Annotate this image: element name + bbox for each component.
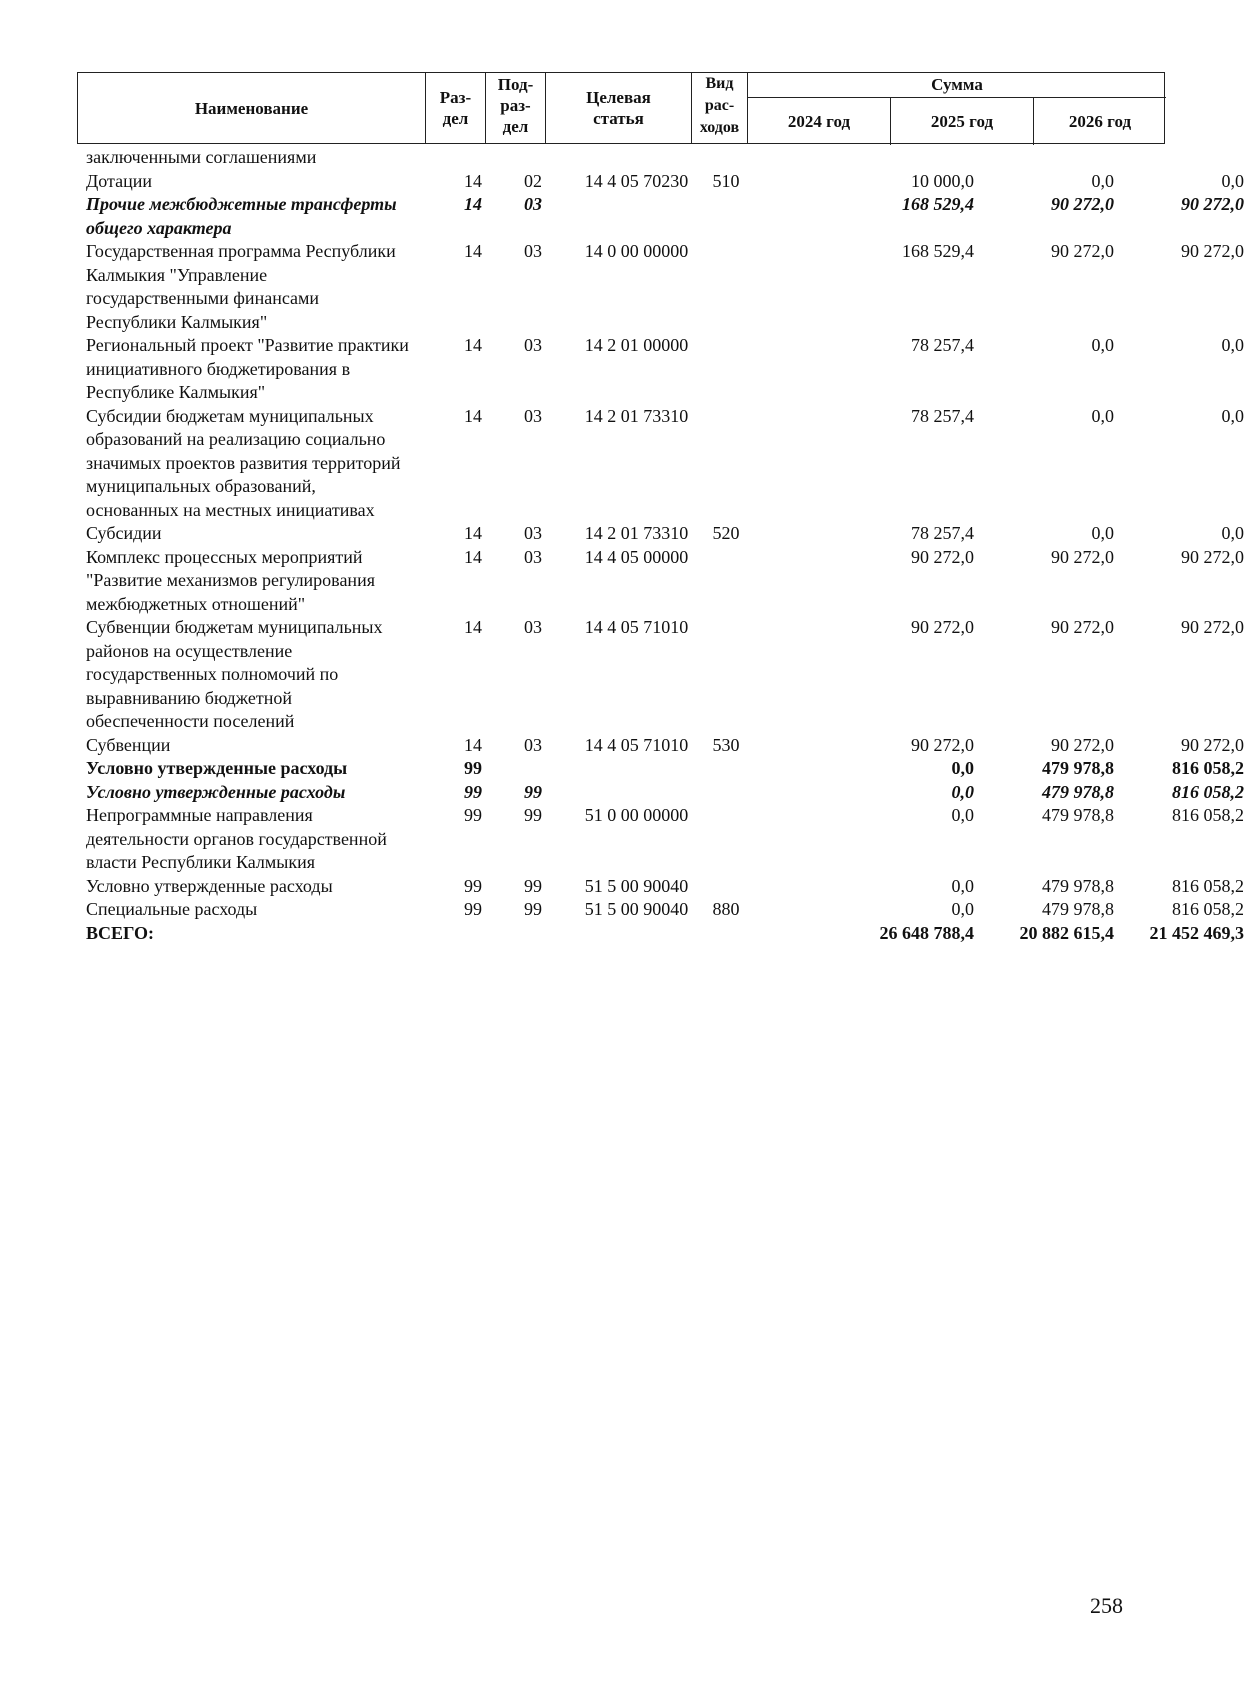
row-sum-2025: 0,0 <box>1091 405 1114 426</box>
row-sum-2026: 90 272,0 <box>1181 241 1244 261</box>
row-razdel: 14 <box>464 523 482 543</box>
row-sum-2026: 0,0 <box>1221 405 1244 426</box>
row-razdel: 99 <box>464 805 482 825</box>
row-name: Условно утвержденные расходы <box>86 758 348 778</box>
row-name: Специальные расходы <box>86 899 258 919</box>
table-row <box>86 146 1165 170</box>
row-name: Государственная программа Республики Калмыкия "Управление государственными финансами Республики Калмыкия" <box>86 241 396 332</box>
row-sum-2024: 168 529,4 <box>902 241 974 261</box>
table-row <box>86 781 1244 805</box>
header-summa-label: Сумма <box>748 73 1166 98</box>
header-year-2026: 2026 год <box>1068 112 1132 131</box>
table-row <box>86 922 1244 946</box>
row-podrazdel: 03 <box>524 546 542 567</box>
row-sum-2026: 0,0 <box>1221 523 1244 543</box>
row-sum-2024: 0,0 <box>951 805 974 825</box>
row-celevaya-statya: 14 2 01 00000 <box>584 335 689 355</box>
row-celevaya-statya: 14 2 01 73310 <box>584 405 689 426</box>
row-sum-2025: 479 978,8 <box>1042 899 1114 919</box>
row-celevaya-statya: 14 4 05 71010 <box>584 734 689 755</box>
row-name: Субсидии бюджетам муниципальных образований на реализацию социально значимых проектов развития территорий муниципальных образований, основанных на местных инициативах <box>86 405 401 520</box>
row-sum-2025: 90 272,0 <box>1051 194 1114 214</box>
row-razdel: 14 <box>464 335 482 355</box>
row-razdel: 14 <box>464 170 482 191</box>
table-body <box>86 146 1244 945</box>
row-sum-2024: 0,0 <box>951 781 974 802</box>
header-year-2025: 2025 год <box>891 98 1034 145</box>
row-vid-raskhodov: 880 <box>712 899 740 919</box>
row-sum-2024: 0,0 <box>951 899 974 919</box>
row-razdel: 99 <box>464 899 482 919</box>
row-sum-2026: 90 272,0 <box>1181 194 1244 214</box>
header-vid-raskhodov: Вид рас- ходов <box>692 73 748 143</box>
row-celevaya-statya: 14 0 00 00000 <box>584 241 689 261</box>
row-name: Комплекс процессных мероприятий "Развитие механизмов регулирования межбюджетных отношений" <box>86 546 375 614</box>
row-name: Субвенции бюджетам муниципальных районов на осуществление государственных полномочий по выравниванию бюджетной обеспеченности поселений <box>86 617 383 731</box>
row-sum-2026: 816 058,2 <box>1172 781 1244 802</box>
row-sum-2024: 26 648 788,4 <box>879 922 974 943</box>
table-row <box>86 804 1244 875</box>
row-name: Непрограммные направления деятельности органов государственной власти Республики Калмыкия <box>86 805 387 872</box>
row-sum-2024: 168 529,4 <box>902 194 974 214</box>
table-row <box>86 405 1244 523</box>
row-podrazdel: 03 <box>524 335 542 355</box>
row-sum-2024: 90 272,0 <box>911 617 974 637</box>
row-razdel: 14 <box>464 734 482 755</box>
row-sum-2024: 78 257,4 <box>911 335 974 355</box>
table-row <box>86 734 1244 758</box>
row-sum-2025: 479 978,8 <box>1042 758 1114 778</box>
row-name: Субвенции <box>86 734 171 755</box>
row-podrazdel: 03 <box>524 734 542 755</box>
row-name: Дотации <box>86 170 153 191</box>
row-sum-2024: 10 000,0 <box>911 170 974 191</box>
row-podrazdel: 03 <box>524 241 542 261</box>
row-sum-2026: 0,0 <box>1221 335 1244 355</box>
row-podrazdel: 99 <box>524 875 542 896</box>
header-year-2024: 2024 год <box>748 98 891 145</box>
table-row <box>86 898 1244 922</box>
row-sum-2025: 0,0 <box>1091 335 1114 355</box>
row-sum-2026: 816 058,2 <box>1172 899 1244 919</box>
row-celevaya-statya: 51 0 00 00000 <box>584 805 689 825</box>
row-name: заключенными соглашениями <box>86 147 317 167</box>
row-celevaya-statya: 14 2 01 73310 <box>584 523 689 543</box>
row-sum-2024: 90 272,0 <box>911 734 974 755</box>
row-razdel: 99 <box>464 758 482 778</box>
row-sum-2024: 0,0 <box>951 875 974 896</box>
row-podrazdel: 03 <box>524 523 542 543</box>
row-sum-2025: 20 882 615,4 <box>1019 922 1114 943</box>
row-sum-2026: 0,0 <box>1221 170 1244 191</box>
row-sum-2024: 78 257,4 <box>911 523 974 543</box>
table-row <box>86 616 1244 734</box>
row-podrazdel: 03 <box>524 617 542 637</box>
table-row <box>86 875 1244 899</box>
table-row <box>86 757 1244 781</box>
row-sum-2024: 90 272,0 <box>911 546 974 567</box>
row-sum-2024: 78 257,4 <box>911 405 974 426</box>
row-sum-2025: 90 272,0 <box>1051 617 1114 637</box>
row-name: Прочие межбюджетные трансферты общего характера <box>86 194 397 238</box>
table-row <box>86 334 1244 405</box>
row-podrazdel: 02 <box>524 170 542 191</box>
row-razdel: 14 <box>464 405 482 426</box>
row-razdel: 14 <box>464 617 482 637</box>
header-razdel: Раз- дел <box>426 73 486 143</box>
row-sum-2026: 21 452 469,3 <box>1149 922 1244 943</box>
table-row <box>86 170 1244 194</box>
row-celevaya-statya: 51 5 00 90040 <box>584 899 689 919</box>
row-sum-2026: 90 272,0 <box>1181 617 1244 637</box>
header-summa <box>748 73 1166 143</box>
row-sum-2026: 90 272,0 <box>1181 546 1244 567</box>
row-sum-2026: 816 058,2 <box>1172 805 1244 825</box>
row-razdel: 14 <box>464 241 482 261</box>
row-sum-2025: 0,0 <box>1091 523 1114 543</box>
row-sum-2026: 816 058,2 <box>1172 875 1244 896</box>
row-podrazdel: 03 <box>524 405 542 426</box>
table-row <box>86 546 1244 617</box>
table-header <box>77 72 1165 144</box>
row-razdel: 14 <box>464 194 482 214</box>
page-number: 258 <box>1090 1593 1123 1618</box>
header-name: Наименование <box>78 73 426 143</box>
row-sum-2025: 479 978,8 <box>1042 781 1114 802</box>
row-podrazdel: 99 <box>524 805 542 825</box>
row-celevaya-statya: 14 4 05 70230 <box>584 170 689 191</box>
header-podrazdel: Под- раз- дел <box>486 73 546 143</box>
row-name: ВСЕГО: <box>86 922 155 943</box>
row-vid-raskhodov: 510 <box>712 170 740 191</box>
table-row <box>86 193 1244 240</box>
table-row <box>86 240 1244 334</box>
row-celevaya-statya: 51 5 00 90040 <box>584 875 689 896</box>
row-sum-2025: 479 978,8 <box>1042 805 1114 825</box>
row-name: Условно утвержденные расходы <box>86 781 346 802</box>
row-podrazdel: 99 <box>524 899 542 919</box>
row-name: Субсидии <box>86 523 162 543</box>
row-sum-2025: 479 978,8 <box>1042 875 1114 896</box>
row-razdel: 14 <box>464 546 482 567</box>
row-podrazdel: 03 <box>524 194 542 214</box>
row-sum-2025: 90 272,0 <box>1051 546 1114 567</box>
row-sum-2026: 90 272,0 <box>1181 734 1244 755</box>
row-celevaya-statya: 14 4 05 71010 <box>584 617 689 637</box>
row-razdel: 99 <box>464 781 482 802</box>
row-podrazdel: 99 <box>524 781 542 802</box>
row-name: Условно утвержденные расходы <box>86 875 333 896</box>
row-celevaya-statya: 14 4 05 00000 <box>584 546 689 567</box>
table-row <box>86 522 1244 546</box>
row-vid-raskhodov: 530 <box>712 734 740 755</box>
header-celevaya-statya: Целевая статья <box>546 73 692 143</box>
row-sum-2025: 0,0 <box>1091 170 1114 191</box>
row-vid-raskhodov: 520 <box>712 523 740 543</box>
row-sum-2024: 0,0 <box>951 758 974 778</box>
row-sum-2025: 90 272,0 <box>1051 241 1114 261</box>
row-sum-2025: 90 272,0 <box>1051 734 1114 755</box>
row-name: Региональный проект "Развитие практики инициативного бюджетирования в Республике Калмыкия" <box>86 335 409 402</box>
row-sum-2026: 816 058,2 <box>1172 758 1244 778</box>
row-razdel: 99 <box>464 875 482 896</box>
